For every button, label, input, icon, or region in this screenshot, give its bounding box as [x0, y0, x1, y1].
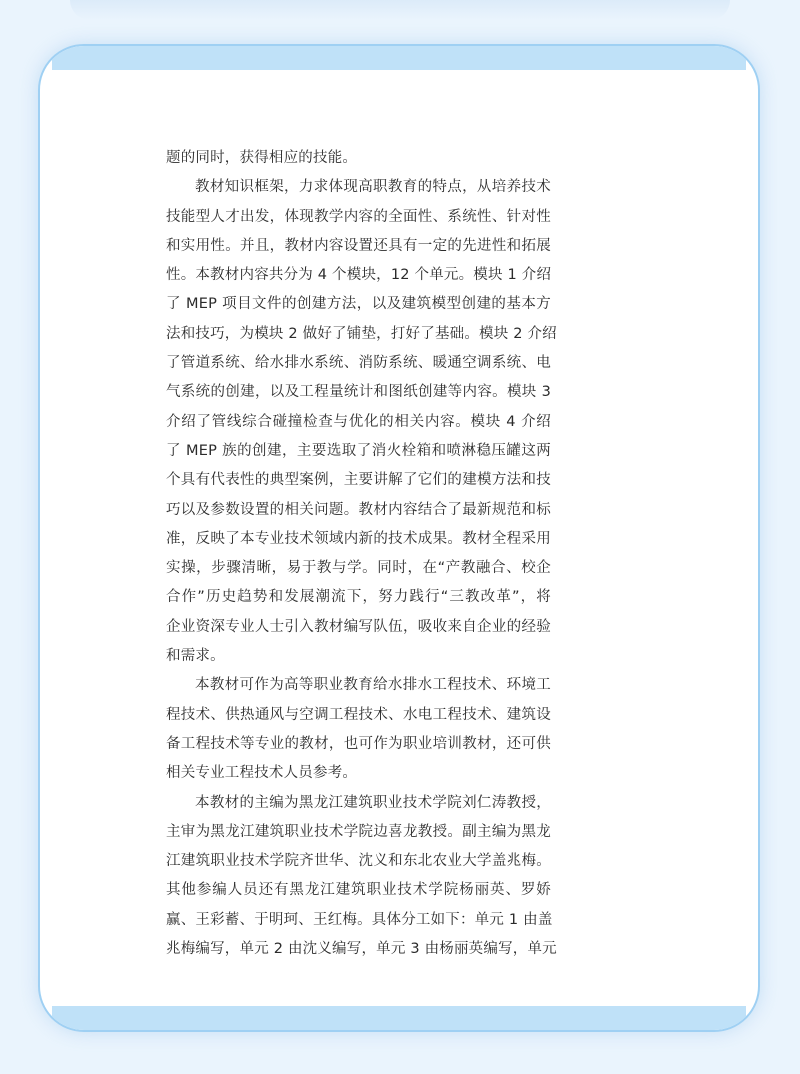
text-line: 巧以及参数设置的相关问题。教材内容结合了最新规范和标: [166, 501, 551, 518]
text-line: 其他参编人员还有黑龙江建筑职业技术学院杨丽英、罗娇: [166, 882, 551, 899]
text-line: 本教材可作为高等职业教育给水排水工程技术、环境工: [195, 677, 551, 694]
text-line: 江建筑职业技术学院齐世华、沈义和东北农业大学盖兆梅。: [166, 853, 551, 870]
text-line: 合作”历史趋势和发展潮流下，努力践行“三教改革”，将: [166, 589, 551, 606]
document-body: [166, 144, 557, 964]
text-line: 个具有代表性的典型案例，主要讲解了它们的建模方法和技: [166, 472, 551, 489]
text-line: 准，反映了本专业技术领域内新的技术成果。教材全程采用: [166, 530, 551, 547]
top-shadow: [70, 0, 730, 20]
text-line: 气系统的创建，以及工程量统计和图纸创建等内容。模块 3: [166, 384, 551, 401]
text-line: 赢、王彩蓄、于明珂、王红梅。具体分工如下：单元 1 由盖: [166, 911, 553, 928]
text-line: 相关专业工程技术人员参考。: [166, 765, 358, 782]
text-line: 性。本教材内容共分为 4 个模块，12 个单元。模块 1 介绍: [166, 267, 552, 284]
text-line: 程技术、供热通风与空调工程技术、水电工程技术、建筑设: [166, 706, 551, 723]
text-line: 实操，步骤清晰，易于教与学。同时，在“产教融合、校企: [166, 560, 551, 577]
text-line: 了管道系统、给水排水系统、消防系统、暖通空调系统、电: [166, 355, 551, 372]
frame-bottom-band: [52, 1006, 746, 1030]
text-line: 教材知识框架，力求体现高职教育的特点，从培养技术: [195, 179, 551, 196]
text-line: 企业资深专业人士引入教材编写队伍，吸收来自企业的经验: [166, 618, 551, 635]
page-frame: [38, 44, 760, 1032]
frame-top-band: [52, 46, 746, 70]
text-line: 介绍了管线综合碰撞检查与优化的相关内容。模块 4 介绍: [166, 413, 551, 430]
text-line: 题的同时，获得相应的技能。: [166, 150, 358, 166]
text-line: 兆梅编写，单元 2 由沈义编写，单元 3 由杨丽英编写，单元: [166, 941, 557, 958]
text-line: 技能型人才出发，体现教学内容的全面性、系统性、针对性: [166, 208, 551, 225]
text-line: 和实用性。并且，教材内容设置还具有一定的先进性和拓展: [166, 237, 551, 254]
text-line: 法和技巧，为模块 2 做好了铺垫，打好了基础。模块 2 介绍: [166, 325, 557, 342]
text-line: 本教材的主编为黑龙江建筑职业技术学院刘仁涛教授，: [195, 794, 551, 811]
text-line: 和需求。: [166, 648, 225, 665]
text-line: 了 MEP 项目文件的创建方法，以及建筑模型创建的基本方: [166, 296, 551, 313]
text-line: 备工程技术等专业的教材，也可作为职业培训教材，还可供: [166, 735, 551, 752]
text-line: 主审为黑龙江建筑职业技术学院边喜龙教授。副主编为黑龙: [166, 823, 551, 840]
text-line: 了 MEP 族的创建，主要选取了消火栓箱和喷淋稳压罐这两: [166, 442, 551, 459]
